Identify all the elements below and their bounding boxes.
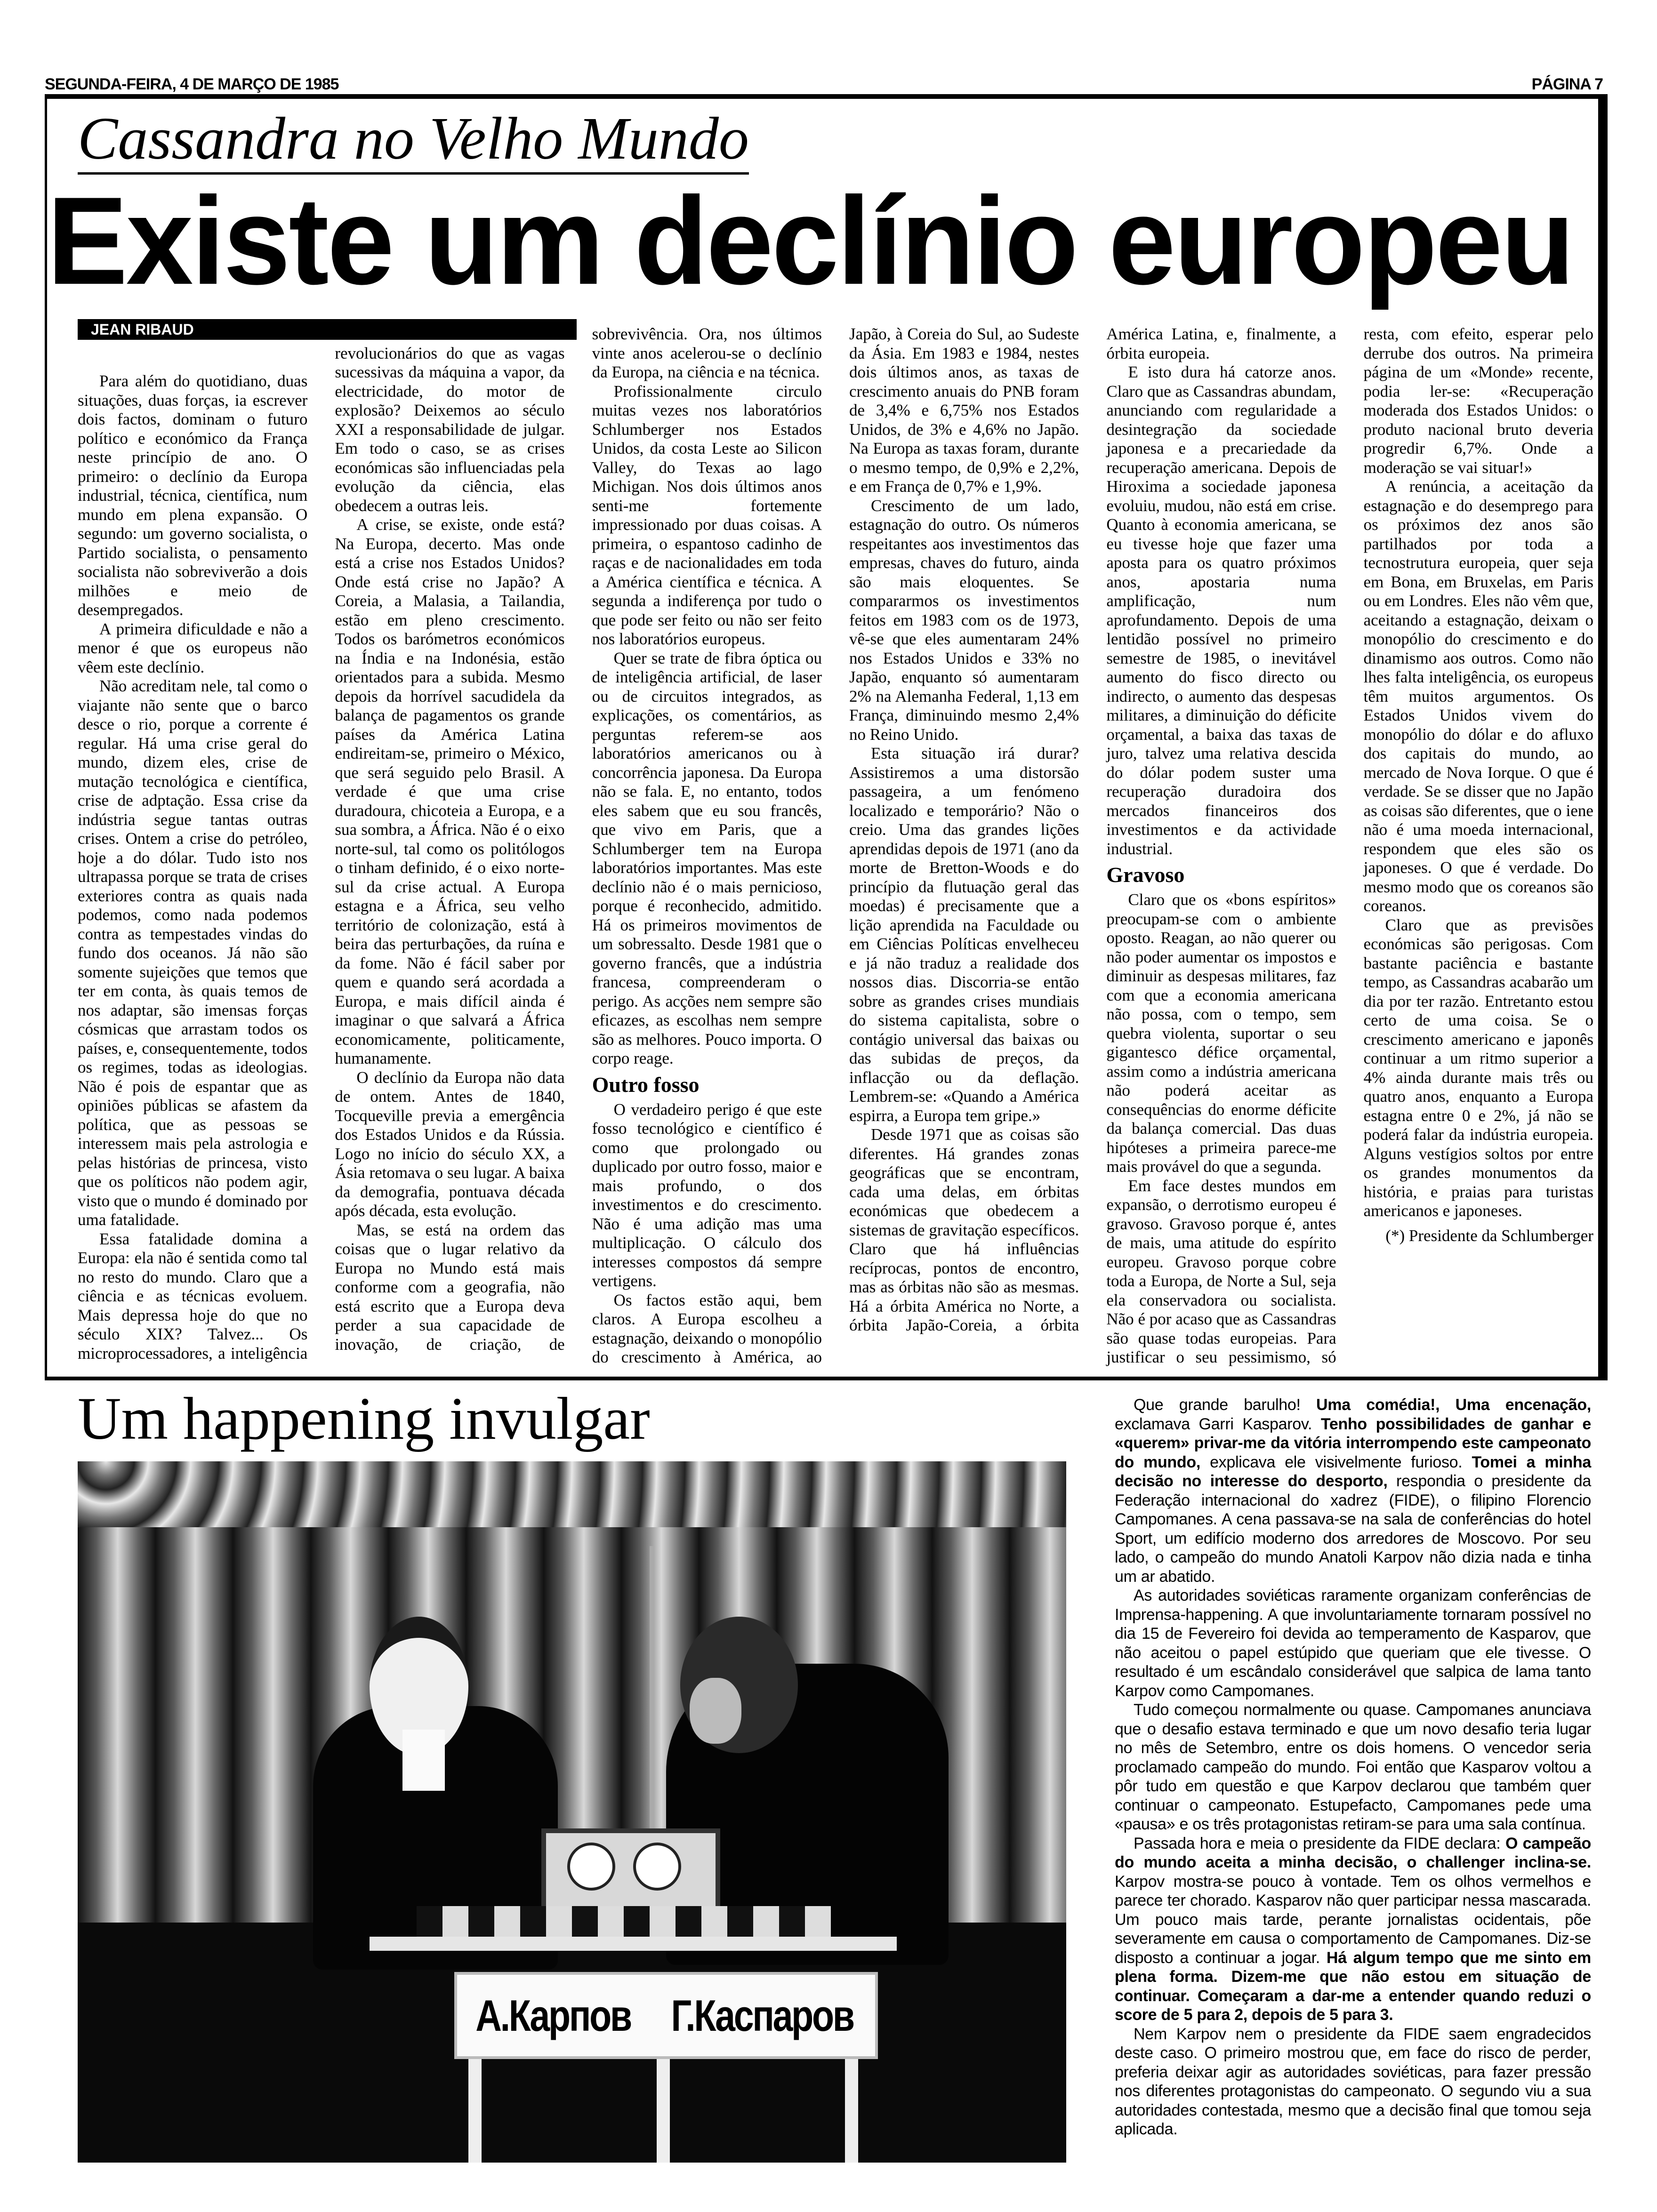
article-paragraph: Para além do quotidiano, duas situações, duas forças, ia escrever dois factos, dominam o futuro político e económico da França neste princípio de ano. O primeiro: o declínio da Europa industrial, técnica, científica, num mundo em plena expansão. O segundo: um governo socialista, o Partido socialista, o pensamento socialista não sobreviverão a dois milhões e meio de desempregados. xyxy=(78,372,308,619)
story-text-run: Passada hora e meia o presidente da FIDE declara: xyxy=(1134,1834,1505,1852)
story-title: Um happening invulgar xyxy=(78,1385,650,1452)
story-quote-bold: Uma comédia!, Uma encenação, xyxy=(1316,1396,1591,1414)
article-paragraph: A crise, se existe, onde está? Na Europa, decerto. Mas onde está a crise nos Estados Unidos? Onde está crise no Japão? A Coreia, a Malasia, a Tailandia, estão em pleno crescimento. Todos os barómetros económicos na Índia e na Indonésia, estão orientados para a subida. Mesmo depois da horrível sacudidela da balança de pagamentos os grande países da América Latina endireitam-se, primeiro o México, que será seguido pelo Brasil. A verdade é que uma crise duradoura, chicoteia a Europa, e a sua sombra, a África. Não é o eixo norte-sul, tal como os politólogos o tinham definido, é o eixo norte-sul da crise actual. A Europa estagna e a África, seu velho território de colonização, está à beira das perturbações, da ruína e da fome. Não é fácil saber por quem e quando será acordada a Europa, e mais difícil ainda é imaginar o que salvará a África economicamente, politicamente, humanamente. xyxy=(335,515,565,1067)
photo-curtain-valance xyxy=(78,1461,1066,1527)
article-kicker: Cassandra no Velho Mundo xyxy=(78,108,749,175)
issue-date: SEGUNDA-FEIRA, 4 DE MARÇO DE 1985 xyxy=(45,75,339,93)
article-paragraph: Quer se trate de fibra óptica ou de inteligência artificial, de laser ou de circuitos integrados, as explicações, os comentários, as perguntas referem-se aos laboratórios americanos ou à concorrência japonesa. Da Europa não se fala. E, no entanto, todos eles sabem que eu sou francês, que vivo em Paris, que a Schlumberger tem na Europa laboratórios importantes. Mas este declínio não é o mais pernicioso, porque é reconhecido, admitido. Há os primeiros movimentos de um sobressalto. Desde 1981 que o governo francês, que a indústria francesa, compreenderam o perigo. As acções nem sempre são eficazes, as escolhas nem sempre são as melhores. Pouco importa. O corpo reage. xyxy=(592,649,822,1067)
article-paragraph: Em face destes mundos em expansão, o derrotismo europeu é gravoso. Gravoso porque é, antes de mais, uma atitude do espírito europeu. Gravoso porque cobre toda a Europa, de Norte a Sul, seja ela conservadora ou socialista. Não é por acaso que as Cassandras são quase todas europeias. Para justificar o seu pessimismo, só resta, com efeito, esperar pelo derrube dos outros. Na primeira página de um «Monde» recente, podia ler-se: «Recuperação moderada dos Estados Unidos: o produto nacional bruto deveria progredir 6,7%. Onde a moderação se vai situar!» xyxy=(1106,325,1593,1366)
article-paragraph: Não acreditam nele, tal como o viajante não sente que o barco desce o rio, porque a corrente é regular. Há uma crise geral do mundo, dizem eles, crise de mutação tecnológica e científica, crise de adptação. Essa crise da indústria segue tantas outras crises. Ontem a crise do petróleo, hoje a do dólar. Tudo isto nos ultrapassa porque se trata de crises exteriores contra as quais nada podemos, como nada podemos contra as tempestades vindas do fundo dos oceanos. Já não são somente sujeições que temos que ter em conta, às quais temos de nos adaptar, são imensas forças cósmicas que arrastam todos os países, e, consequentemente, todos os regimes, todas as ideologias. Não é pois de espantar que as opiniões públicas se afastem da política, que as pessoas se interessem mais pela astrologia e pelas histórias de princesa, visto que os políticos não podem agir, visto que o mundo é dominado por uma fatalidade. xyxy=(78,677,308,1229)
photo-player-kasparov-face xyxy=(690,1678,741,1744)
photo-clock-face-left xyxy=(567,1843,615,1891)
article-paragraph: Esta situação irá durar? Assistiremos a uma distorsão passageira, a um fenómeno localizado e temporário? Não o creio. Uma das grandes lições aprendidas depois de 1971 (ano da morte de Bretton-Woods e do princípio da flutuação geral das moedas) é precisamente que a lição aprendida na Faculdade ou em Ciências Políticas envelheceu e já não traduz a realidade dos nossos dias. Discorria-se então sobre as grandes crises mundiais do sistema capitalista, sobre o contágio universal das baixas ou das subidas de preços, da inflacção ou da deflação. Lembrem-se: «Quando a América espirra, a Europa tem gripe.» xyxy=(849,744,1079,1125)
article-paragraph: Mas, se está na ordem das coisas que o lugar relativo da Europa no Mundo está mais conforme com a geografia, não está escrito que a Europa deva perder a sua capacidade de inovação, de criação, de sobrevivência. Ora, nos últimos vinte anos acelerou-se o declínio da Europa, na ciência e na técnica. xyxy=(335,325,822,1354)
article-frame-right xyxy=(1598,99,1608,1379)
photo-player-karpov-collar xyxy=(402,1730,445,1791)
article-body xyxy=(78,325,1593,1372)
story-text-run: As autoridades soviéticas raramente organizam conferências de Imprensa-happening. A que involuntariamente tornaram possível no dia 15 de Fevereiro foi devida ao temperamento de Kasparov, que não aceitou o papel estúpido que queriam que ele tivesse. O resultado é um escândalo considerável que salpica de lama tanto Karpov como Campomanes. xyxy=(1115,1587,1591,1700)
story-text-run: Nem Karpov nem o presidente da FIDE saem engradecidos deste caso. O primeiro mostrou que, em face do risco de perder, preferia deixar agir as autoridades soviéticas, para fazer pressão nos diferentes protagonistas do campeonato. O segundo viu a sua autoridades contestada, mesmo que a decisão final que tomou seja aplicada. xyxy=(1115,2025,1591,2138)
article-paragraph: Profissionalmente circulo muitas vezes nos laboratórios Schlumberger nos Estados Unidos, da costa Leste ao Silicon Valley, do Texas ao lago Michigan. Nos dois últimos anos senti-me fortemente impressionado por duas coisas. A primeira, o espantoso cadinho de raças e de nacionalidades em toda a América científica e técnica. A segunda a indiferença por tudo o que pode ser feito ou não ser feito nos laboratórios europeus. xyxy=(592,382,822,648)
story-quote-bold: Tenho possibilidades de ganhar e «querem» privar-me da vitória interrompendo este campeonato do mundo, xyxy=(1115,1415,1591,1471)
story-quote-bold: Tomei a minha decisão no interesse do desporto, xyxy=(1115,1453,1591,1490)
article-paragraph: Crescimento de um lado, estagnação do outro. Os números respeitantes aos investimentos das empresas, chaves do futuro, ainda são mais eloquentes. Se compararmos os investimentos feitos em 1983 com os de 1973, vê-se que eles aumentaram 24% nos Estados Unidos e 33% no Japão, enquanto só aumentaram 2% na Alemanha Federal, 1,13 em França, diminuindo mesmo 2,4% no Reino Unido. xyxy=(849,496,1079,744)
story-paragraph xyxy=(1115,2025,1591,2139)
article-headline: Existe um declínio europeu xyxy=(47,171,1573,311)
article-paragraph: Desde 1971 que as coisas são diferentes. Há grandes zonas geográficas que se encontram, cada uma delas, em órbitas económicas que obedecem a sistemas de gravitação específicos. Claro que há influências recíprocas, pontos de encontro, mas as órbitas não são as mesmas. Há a órbita América no Norte, a órbita Japão-Coreia, a órbita América Latina, e, finalmente, a órbita europeia. xyxy=(849,325,1336,1334)
article-subhead: Outro fosso xyxy=(592,1072,700,1097)
article-paragraph: A renúncia, a aceitação da estagnação e do desemprego para os próximos dez anos são partilhados por toda a tecnostrutura europeia, quer seja em Bona, em Bruxelas, em Paris ou em Londres. Eles não vêm que, aceitando a estagnação, deixam o monopólio do crescimento e do dinamismo aos outros. Como não lhes falta inteligência, os europeus têm muitos argumentos. Os Estados Unidos vivem do monopólio do dólar e do afluxo dos capitais do mundo, ao mercado de Nova Iorque. O que é verdade. Se se disser que no Japão as coisas são diferentes, que o iene não é uma moeda internacional, respondem que eles são os japoneses. O que é verdade. Do mesmo modo que os coreanos são coreanos. xyxy=(1363,477,1593,915)
nameplate-karpov: А.Карпов xyxy=(475,1990,631,2040)
story-body xyxy=(1115,1395,1591,2139)
story-quote-bold: Há algum tempo que me sinto em plena forma. Dizem-me que não estou em situação de continuar. Começaram a dar-me a entender quando reduzi o score de 5 para 2, depois de 5 para 3. xyxy=(1115,1948,1591,2024)
story-text-run: Que grande barulho! xyxy=(1134,1396,1317,1414)
byline-spacer xyxy=(78,325,307,372)
article-paragraph: Os factos estão aqui, bem claros. A Europa escolheu a estagnação, deixando o monopólio do crescimento à América, ao Japão, à Coreia do Sul, ao Sudeste da Ásia. Em 1983 e 1984, nestes dois últimos anos, as taxas de crescimento anuais do PNB foram de 3,4% e 6,75% nos Estados Unidos, de 3% e 4,6% no Japão. Na Europa as taxas foram, durante o mesmo tempo, de 0,9% e 2,2%, e em França de 0,7% e 1,9%. xyxy=(592,325,1079,1366)
photo-table xyxy=(370,1937,897,1951)
chess-match-photo xyxy=(78,1461,1066,2163)
story-text-run: respondia o presidente da Federação internacional do xadrez (FIDE), o filipino Florencio Campomanes. A cena passava-se na sala de conferências do hotel Sport, um edifício moderno dos arredores de Moscovo. Por seu lado, o campeão do mundo Anatoli Karpov não dizia nada e tinha um ar abatido. xyxy=(1115,1472,1591,1586)
photo-nameplate xyxy=(454,1972,878,2059)
story-text-run: explicava ele visivelmente furioso. xyxy=(1200,1453,1472,1471)
author-footnote: (*) Presidente da Schlumberger xyxy=(1385,1226,1593,1245)
story-paragraph xyxy=(1115,1395,1591,1586)
article-paragraph: O verdadeiro perigo é que este fosso tecnológico e científico é como que prolongado ou duplicado por outro fosso, maior e mais profundo, o dos investimentos e do crescimento. Não é uma adição mas uma multiplicação. O cálculo dos interesses compostos dá sempre vertigens. xyxy=(592,1100,822,1290)
article-paragraph: E isto dura há catorze anos. Claro que as Cassandras abundam, anunciando com regularidade a desintegração da sociedade japonesa e a precariedade da recuperação americana. Depois de Hiroxima a sociedade japonesa evoluiu, mudou, não está em crise. Quanto à economia americana, se eu tivesse hoje que fazer uma aposta para os quatro próximos anos, apostaria numa amplificação, num aprofundamento. Depois de uma lentidão possível no primeiro semestre de 1985, o inevitável aumento do fisco directo ou indirecto, o aumento das despesas militares, a diminuição do déficite orçamental, a baixa das taxas de juro, talvez uma relativa descida do dólar podem suster uma recuperação duradoira dos mercados financeiros dos investimentos e da actividade industrial. xyxy=(1106,363,1336,858)
story-text-run: exclamava Garri Kasparov. xyxy=(1115,1415,1321,1433)
top-rule xyxy=(45,94,1608,99)
story-paragraph xyxy=(1115,1700,1591,1834)
byline: JEAN RIBAUD xyxy=(78,319,577,340)
page-number: PÁGINA 7 xyxy=(1531,75,1603,93)
article-paragraph: Claro que as previsões económicas são perigosas. Com bastante paciência e bastante tempo, as Cassandras acabarão um dia por ter razão. Entretanto estou certo de uma coisa. Se o crescimento americano e japonês continuar a um ritmo superior a 4% ainda durante mais três ou quatro anos, enquanto a Europa estagna entre 0 e 2%, já não se poderá falar da indústria europeia. Alguns vestígios soltos por entre os grandes monumentos da história, e praias para turistas americanos e japoneses. xyxy=(1363,915,1593,1220)
photo-flag-pole xyxy=(650,1546,654,1847)
story-paragraph xyxy=(1115,1586,1591,1700)
photo-chessboard xyxy=(417,1906,831,1939)
article-subhead: Gravoso xyxy=(1106,863,1185,887)
article-paragraph: Essa fatalidade domina a Europa: ela não é sentida como tal no resto do mundo. Claro que a ciência e as técnicas evoluem. Mais depressa hoje do que no século XIX? Talvez... Os microprocessadores, a inteligência artificial serão mais revolucionários do que as vagas sucessivas da máquina a vapor, da electricidade, do motor de explosão? Deixemos ao século XXI a responsabilidade de julgar. Em todo o caso, se as crises económicas são influenciadas pela evolução da ciência, elas obedecem a outras leis. xyxy=(78,325,565,1362)
article-paragraph: Claro que os «bons espíritos» preocupam-se com o ambiente oposto. Reagan, ao não querer ou não poder aumentar os impostos e diminuir as despesas militares, faz com que a economia americana não possa, com o tempo, sem quebra violenta, suportar o seu gigantesco défice orçamental, assim como a indústria americana não poderá aceitar as consequências do enorme déficite da balança comercial. Das duas hipóteses a primeira parece-me mais provável do que a segunda. xyxy=(1106,890,1336,1176)
story-text-run: Tudo começou normalmente ou quase. Campomanes anunciava que o desafio estava terminado e que um novo desafio teria lugar no mês de Setembro, entre os dois homens. O vencedor seria proclamado campeão do mundo. Foi então que Kasparov voltou a pôr tudo em questão e que Karpov declarou que também quer continuar o campeonato. Estupefacto, Campomanes pede uma «pausa» e os três protagonistas retiram-se para uma sala contínua. xyxy=(1115,1701,1591,1833)
photo-clock-face-right xyxy=(633,1843,681,1891)
story-quote-bold: O campeão do mundo aceita a minha decisão, o challenger inclina-se. xyxy=(1115,1834,1591,1871)
photo-table-legs xyxy=(468,2059,864,2163)
article-paragraph: A primeira dificuldade e não a menor é que os europeus não vêem este declínio. xyxy=(78,619,308,676)
article-frame-bottom xyxy=(45,1377,1608,1380)
article-paragraph: O declínio da Europa não data de ontem. Antes de 1840, Tocqueville previa a emergência dos Estados Unidos e da Rússia. Logo no início do século XX, a Ásia retomava o seu lugar. A baixa da demografia, pontuava década após década, esta evolução. xyxy=(335,1068,565,1220)
story-paragraph xyxy=(1115,1834,1591,2025)
story-text-run: Karpov mostra-se pouco à vontade. Tem os olhos vermelhos e parece ter chorado. Kasparov não quer participar nessa mascarada. Um pouco mais tarde, perante jornalistas ocidentais, põe severamente em causa o comportamento de Campomanes. Diz-se disposto a continuar a jogar. xyxy=(1115,1872,1591,1967)
nameplate-kasparov: Г.Каспаров xyxy=(671,1990,854,2040)
